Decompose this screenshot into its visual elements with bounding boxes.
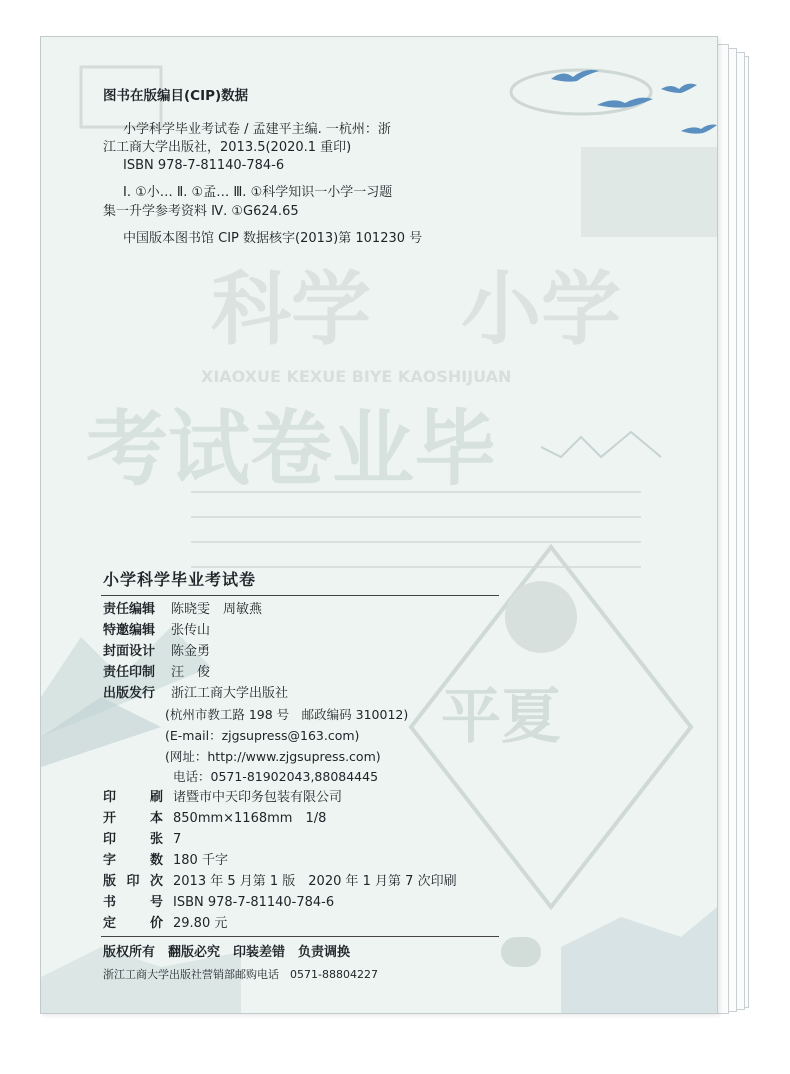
book-title: 小学科学毕业考试卷 bbox=[103, 570, 257, 589]
cip-line: 江工商大学出版社，2013.5(2020.1 重印) bbox=[103, 140, 352, 155]
sheets-value: 7 bbox=[173, 832, 182, 847]
credit-value: 张传山 bbox=[171, 623, 211, 638]
spec-label: 版 印 次 bbox=[103, 874, 163, 889]
svg-text:科学: 科学 bbox=[211, 263, 371, 356]
specs-divider bbox=[101, 936, 499, 937]
copyright-page bbox=[40, 36, 718, 1014]
credit-label: 特邀编辑 bbox=[103, 623, 156, 638]
flying-birds-illustration bbox=[541, 59, 717, 139]
credit-label: 封面设计 bbox=[103, 644, 156, 659]
credit-label: 责任编辑 bbox=[103, 602, 156, 617]
svg-text:小学: 小学 bbox=[461, 263, 621, 356]
publisher-address: (杭州市教工路 198 号 邮政编码 310012) bbox=[165, 707, 409, 722]
printer-value: 诸暨市中天印务包装有限公司 bbox=[173, 790, 343, 805]
spec-label: 印 张 bbox=[103, 832, 163, 847]
cip-number: 中国版本图书馆 CIP 数据核字(2013)第 101230 号 bbox=[123, 231, 423, 246]
word-count-value: 180 千字 bbox=[173, 853, 228, 868]
cip-line: 集一升学参考资料 Ⅳ. ①G624.65 bbox=[103, 204, 299, 219]
svg-text:平夏: 平夏 bbox=[441, 682, 561, 752]
price-value: 29.80 元 bbox=[173, 916, 228, 931]
isbn-value: ISBN 978-7-81140-784-6 bbox=[173, 895, 335, 910]
credit-label: 出版发行 bbox=[103, 686, 156, 701]
sales-phone: 浙江工商大学出版社营销部邮购电话 0571-88804227 bbox=[103, 968, 378, 981]
publisher-phone: 电话：0571-81902043,88084445 bbox=[173, 769, 379, 784]
publisher-website: (网址：http://www.zjgsupress.com) bbox=[165, 749, 381, 764]
format-value: 850mm×1168mm 1/8 bbox=[173, 811, 327, 826]
publisher-name: 浙江工商大学出版社 bbox=[171, 686, 289, 701]
credit-value: 陈金勇 bbox=[171, 644, 211, 659]
spec-label: 字 数 bbox=[103, 853, 163, 868]
cip-line: Ⅰ. ①小… Ⅱ. ①孟… Ⅲ. ①科学知识一小学一习题 bbox=[123, 185, 393, 200]
cip-line: 小学科学毕业考试卷 / 孟建平主编. 一杭州：浙 bbox=[123, 122, 391, 137]
svg-text:考试卷业毕: 考试卷业毕 bbox=[86, 402, 497, 497]
spec-label: 印 刷 bbox=[103, 790, 163, 805]
credit-value: 陈晓雯 周敏燕 bbox=[171, 602, 263, 617]
credit-value: 汪 俊 bbox=[171, 665, 211, 680]
cip-title: 图书在版编目(CIP)数据 bbox=[103, 88, 249, 104]
cip-isbn: ISBN 978-7-81140-784-6 bbox=[123, 158, 285, 173]
title-divider bbox=[101, 595, 499, 596]
spec-label: 开 本 bbox=[103, 811, 163, 826]
rights-notice: 版权所有 翻版必究 印装差错 负责调换 bbox=[103, 945, 351, 960]
credit-label: 责任印制 bbox=[103, 665, 156, 680]
svg-text:XIAOXUE KEXUE BIYE KAOSHIJUAN: XIAOXUE KEXUE BIYE KAOSHIJUAN bbox=[201, 367, 512, 386]
edition-value: 2013 年 5 月第 1 版 2020 年 1 月第 7 次印刷 bbox=[173, 874, 457, 889]
spec-label: 书 号 bbox=[103, 895, 163, 910]
spec-label: 定 价 bbox=[103, 916, 163, 931]
publisher-email: (E-mail：zjgsupress@163.com) bbox=[165, 728, 360, 743]
